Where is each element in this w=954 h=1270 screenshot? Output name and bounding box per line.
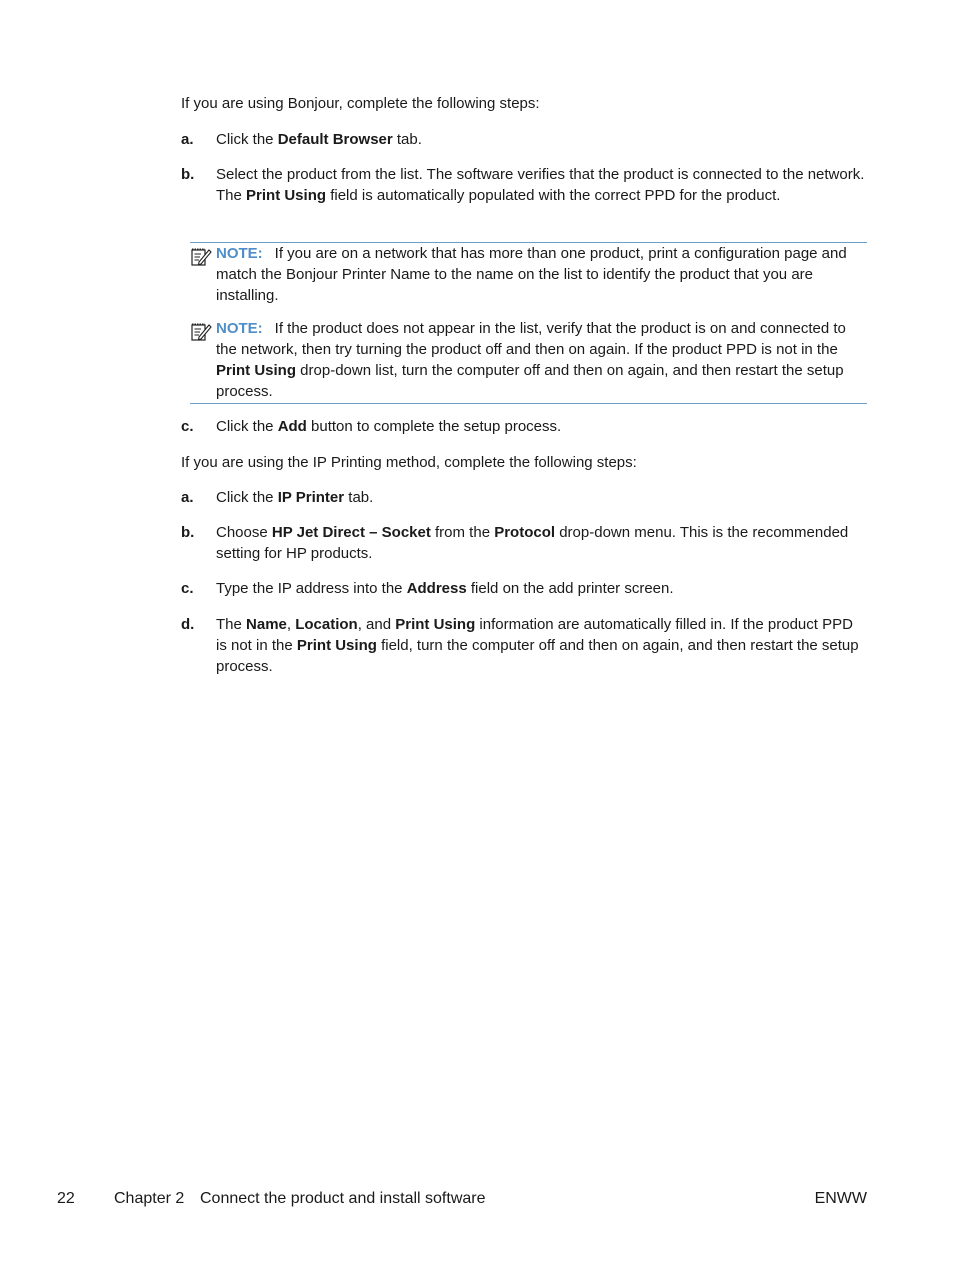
bonjour-step-c: c. Click the Add button to complete the setup process. [181,418,562,435]
ip-intro: If you are using the IP Printing method, complete the following steps: [181,454,637,471]
bonjour-step-b: b. Select the product from the list. The software verifies that the product is connected to the network. The Print Using field is automatically populated with the correct PPD for the product. [181,166,865,204]
step-letter: a. [181,489,194,506]
bonjour-step-a: a. Click the Default Browser tab. [181,131,422,148]
note-product-not-listed: NOTE: If the product does not appear in the list, verify that the product is on and connected to the network, then try turning the product off and then on again. If the product PPD is not in the Print Using drop-down list, turn the computer off and then on again, and then restart the setup process. [190,318,867,404]
page-footer [57,1188,867,1210]
step-letter: c. [181,580,194,597]
ip-step-b: b. Choose HP Jet Direct – Socket from the Protocol drop-down menu. This is the recommended setting for HP products. [181,524,849,562]
doc-code: ENWW [814,1190,867,1207]
step-letter: a. [181,131,194,148]
bonjour-intro: If you are using Bonjour, complete the following steps: [181,95,540,112]
ip-step-c: c. Type the IP address into the Address field on the add printer screen. [181,580,674,597]
note-label: NOTE: [216,320,263,337]
chapter-title: Connect the product and install software [200,1190,486,1207]
note-multiple-products: NOTE: If you are on a network that has more than one product, print a configuration page and match the Bonjour Printer Name to the name on the list to identify the product that you are installing. [190,242,867,306]
page-number: 22 [57,1190,75,1207]
step-letter: b. [181,166,195,183]
ip-step-a: a. Click the IP Printer tab. [181,489,374,506]
note-icon [190,245,212,267]
step-letter: d. [181,616,195,633]
chapter-label: Chapter 2 [114,1190,185,1207]
step-letter: c. [181,418,194,435]
step-letter: b. [181,524,195,541]
ip-step-d: d. The Name, Location, and Print Using information are automatically filled in. If the product PPD is not in the Print Using field, turn the computer off and then on again, and then restart the setup process. [181,616,859,675]
note-icon [190,320,212,342]
note-label: NOTE: [216,245,263,262]
